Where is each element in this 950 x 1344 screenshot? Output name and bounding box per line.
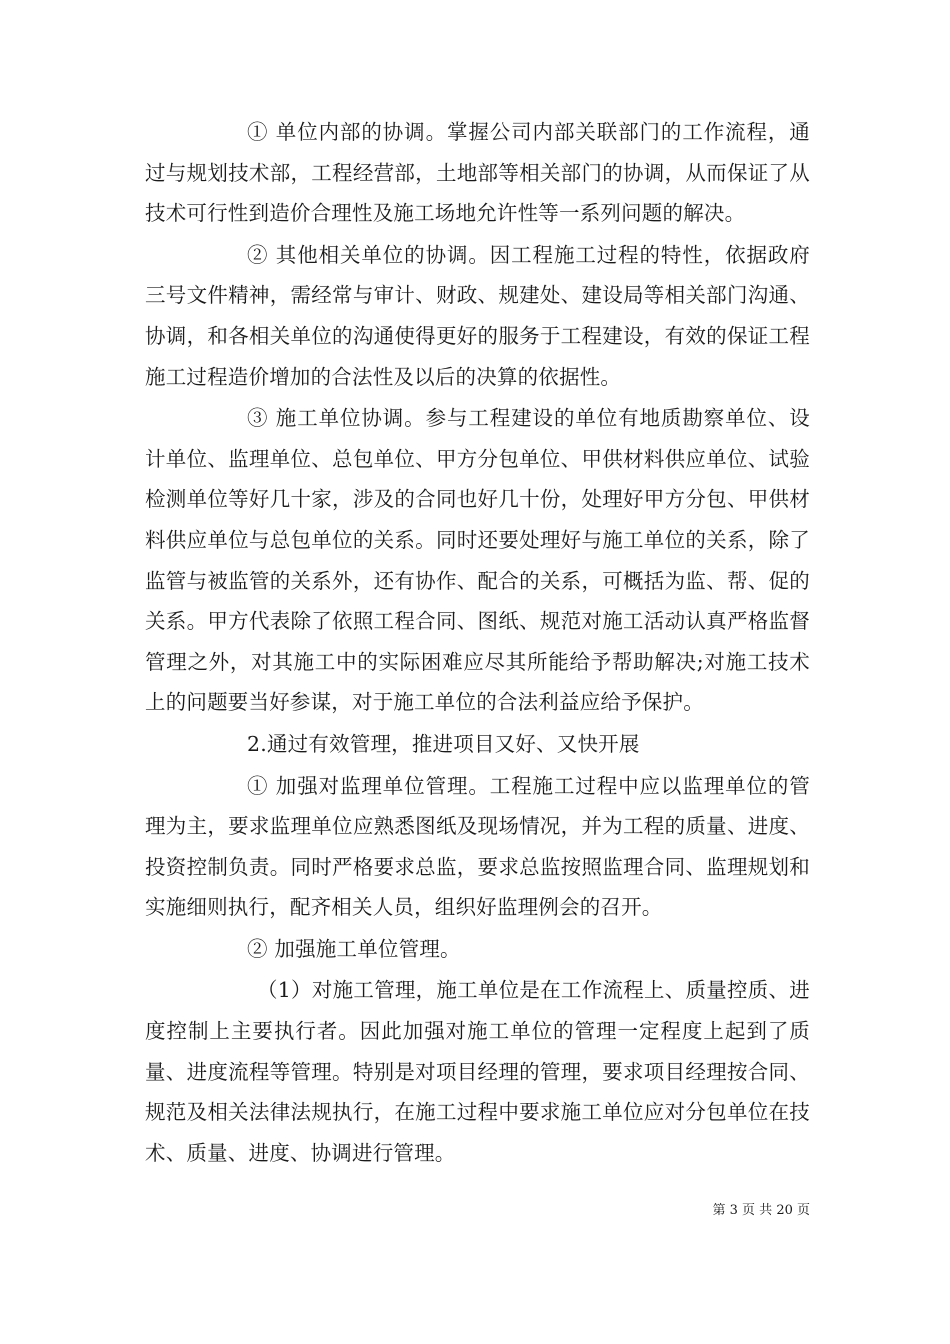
paragraph-supervision-management: ① 加强对监理单位管理。工程施工过程中应以监理单位的管理为主，要求监理单位应熟悉图纸及现场情况，并为工程的质量、进度、投资控制负责。同时严格要求总监，要求总监按照监理合同、监理规划和实施细则执行，配齐相关人员，组织好监理例会的召开。 — [145, 773, 810, 920]
paragraph-construction-unit-management: ② 加强施工单位管理。 — [247, 936, 461, 961]
section-heading-effective-management: 2.通过有效管理，推进项目又好、又快开展 — [247, 731, 640, 756]
document-body — [145, 112, 810, 1174]
paragraph-construction-management-detail: （1）对施工管理，施工单位是在工作流程上、质量控质、进度控制上主要执行者。因此加强对施工单位的管理一定程度上起到了质量、进度流程等管理。特别是对项目经理的管理，要求项目经理按合同、规范及相关法律法规执行，在施工过程中要求施工单位应对分包单位在技术、质量、进度、协调进行管理。 — [145, 978, 810, 1165]
paragraph-construction-units-coordination: ③ 施工单位协调。参与工程建设的单位有地质勘察单位、设计单位、监理单位、总包单位、甲方分包单位、甲供材料供应单位、试验检测单位等好几十家，涉及的合同也好几十份，处理好甲方分包、甲供材料供应单位与总包单位的关系。同时还要处理好与施工单位的关系，除了监管与被监管的关系外，还有协作、配合的关系，可概括为监、帮、促的关系。甲方代表除了依照工程合同、图纸、规范对施工活动认真严格监督管理之外，对其施工中的实际困难应尽其所能给予帮助解决;对施工技术上的问题要当好参谋，对于施工单位的合法利益应给予保护。 — [145, 406, 810, 715]
paragraph-internal-coordination: ① 单位内部的协调。掌握公司内部关联部门的工作流程，通过与规划技术部，工程经营部，土地部等相关部门的协调，从而保证了从技术可行性到造价合理性及施工场地允许性等一系列问题的解决。 — [145, 120, 810, 226]
page-number-footer: 第 3 页 共 20 页 — [712, 1203, 810, 1218]
paragraph-related-units-coordination: ② 其他相关单位的协调。因工程施工过程的特性，依据政府三号文件精神，需经常与审计、财政、规建处、建设局等相关部门沟通、协调，和各相关单位的沟通使得更好的服务于工程建设，有效的保证工程施工过程造价增加的合法性及以后的决算的依据性。 — [145, 242, 810, 389]
